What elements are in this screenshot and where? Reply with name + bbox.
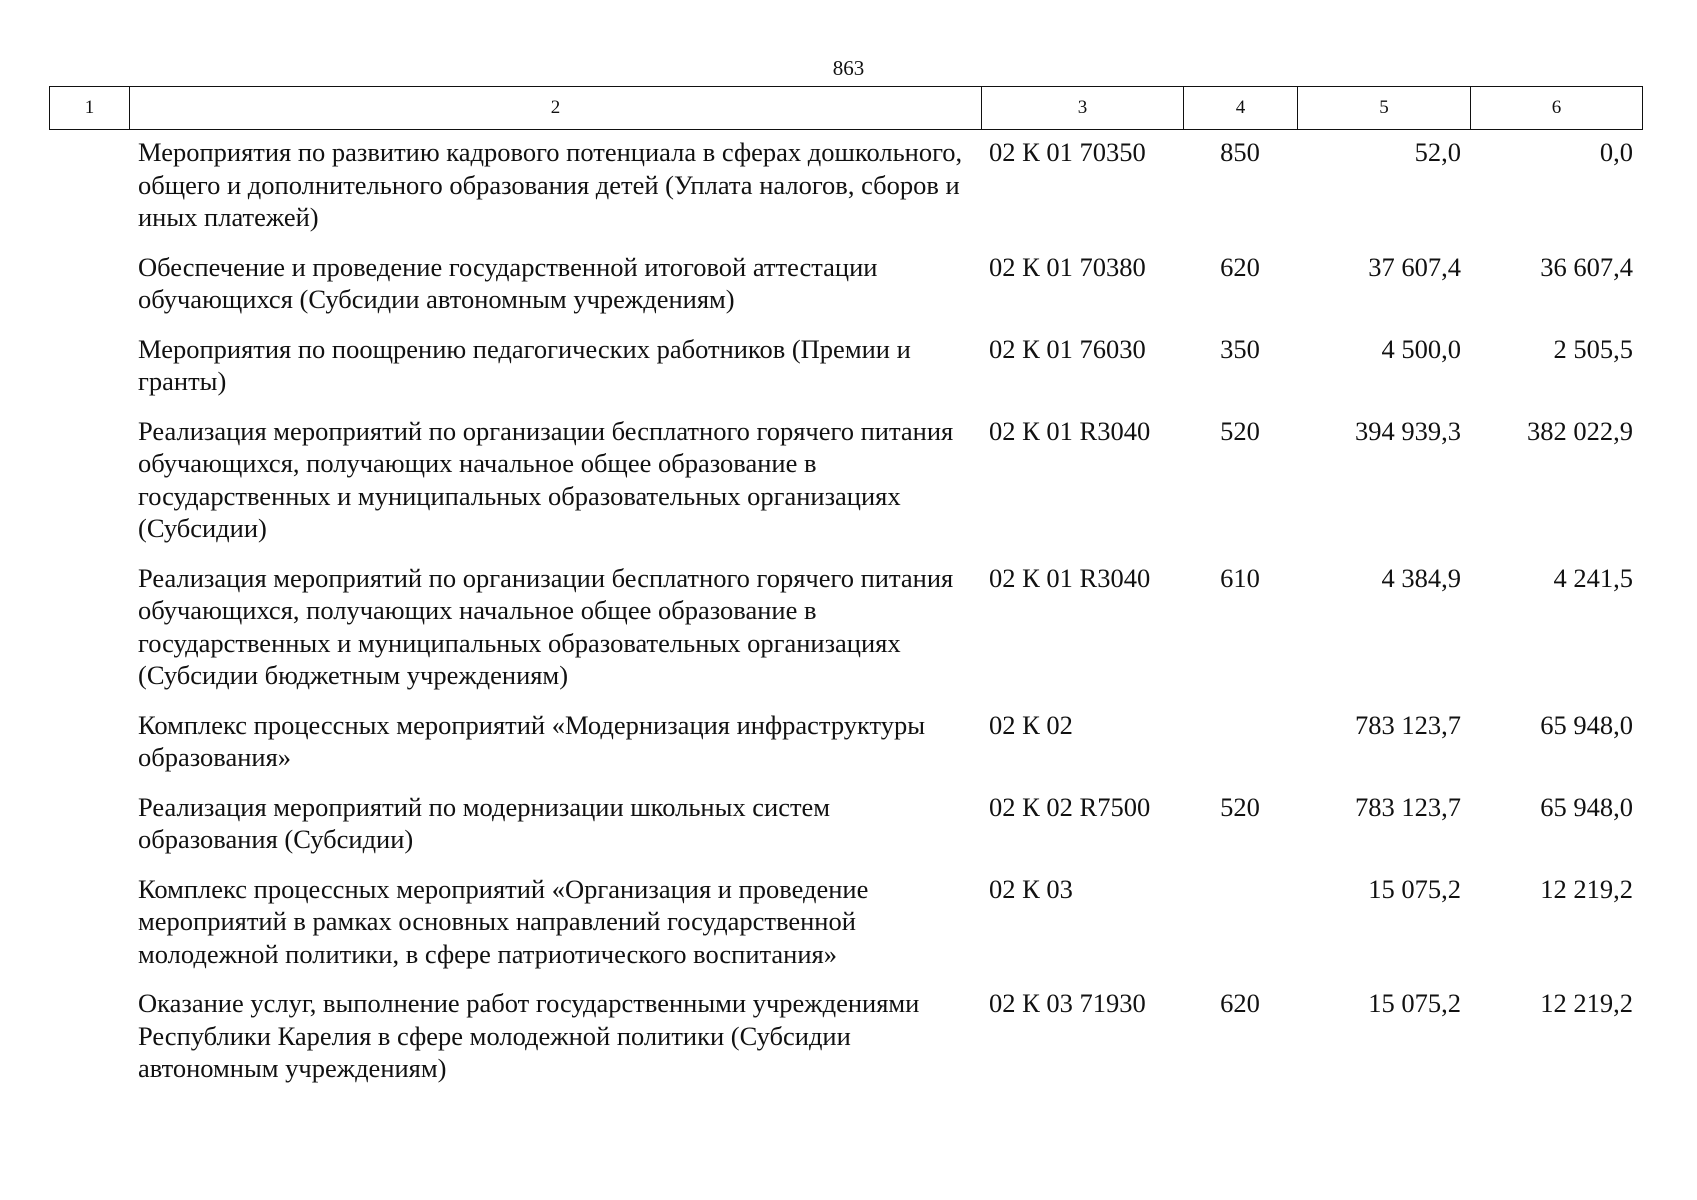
row-expense-type: 520 [1220, 415, 1260, 446]
row-amount-col6: 4 241,5 [1553, 562, 1633, 593]
row-target-code: 02 К 01 70350 [989, 137, 1146, 167]
budget-table-body [49, 136, 1642, 1102]
row-target-code: 02 К 01 R3040 [989, 415, 1151, 446]
row-target-code: 02 К 01 76030 [989, 333, 1146, 364]
table-row [49, 333, 1642, 415]
table-row [49, 415, 1642, 562]
row-amount-col6: 0,0 [1599, 137, 1633, 167]
row-amount-col6: 36 607,4 [1540, 251, 1633, 282]
column-header-1: 1 [50, 87, 130, 130]
row-expense-type: 850 [1220, 137, 1260, 167]
row-expense-type: 520 [1220, 791, 1260, 822]
row-description: Реализация мероприятий по модернизации школьных систем образования (Субсидии) [138, 791, 831, 854]
row-amount-col5: 52,0 [1414, 137, 1461, 167]
row-description: Реализация мероприятий по организации бесплатного горячего питания обучающихся, получающих начальное общее образование в государственных и муниципальных образовательных организациях (Субсидии бюджетным учреждениям) [138, 562, 954, 690]
table-row [49, 251, 1642, 333]
row-expense-type [1183, 873, 1297, 988]
row-description: Реализация мероприятий по организации бесплатного горячего питания обучающихся, получающих начальное общее образование в государственных и муниципальных образовательных организациях (Субсидии) [138, 415, 954, 543]
table-row [49, 987, 1642, 1102]
row-amount-col5: 15 075,2 [1368, 873, 1461, 904]
row-amount-col5: 15 075,2 [1368, 988, 1461, 1018]
column-header-6: 6 [1471, 87, 1643, 130]
budget-table [49, 136, 1642, 1102]
row-expense-type: 610 [1220, 562, 1260, 593]
row-target-code: 02 К 01 70380 [989, 251, 1146, 282]
row-expense-type [1183, 709, 1297, 791]
row-description: Мероприятия по развитию кадрового потенциала в сферах дошкольного, общего и дополнительного образования детей (Уплата налогов, сборов и иных платежей) [138, 137, 963, 232]
row-target-code: 02 К 03 [989, 873, 1073, 904]
row-expense-type: 620 [1220, 988, 1260, 1018]
page-number: 863 [832, 56, 865, 80]
row-amount-col5: 4 384,9 [1381, 562, 1461, 593]
row-description: Комплекс процессных мероприятий «Организация и проведение мероприятий в рамках основных направлений государственной молодежной политики, в сфере патриотического воспитания» [138, 873, 869, 969]
column-header-2: 2 [130, 87, 982, 130]
row-target-code: 02 К 02 R7500 [989, 791, 1151, 822]
row-amount-col6: 12 219,2 [1540, 873, 1633, 904]
row-amount-col5: 4 500,0 [1381, 333, 1461, 364]
column-header-5: 5 [1298, 87, 1471, 130]
table-row [49, 562, 1642, 709]
row-amount-col5: 37 607,4 [1368, 251, 1461, 282]
table-row [49, 709, 1642, 791]
row-target-code: 02 К 02 [989, 709, 1073, 740]
row-amount-col6: 65 948,0 [1540, 791, 1633, 822]
row-amount-col6: 2 505,5 [1553, 333, 1633, 364]
column-header-4: 4 [1184, 87, 1298, 130]
row-description: Комплекс процессных мероприятий «Модернизация инфраструктуры образования» [138, 709, 926, 772]
column-header-3: 3 [982, 87, 1184, 130]
row-description: Оказание услуг, выполнение работ государственными учреждениями Республики Карелия в сфере молодежной политики (Субсидии автономным учреждениям) [138, 988, 920, 1083]
row-amount-col6: 382 022,9 [1527, 415, 1633, 446]
table-row [49, 136, 1642, 251]
row-description: Обеспечение и проведение государственной итоговой аттестации обучающихся (Субсидии автономным учреждениям) [138, 251, 878, 314]
column-header-row [50, 87, 1643, 130]
row-amount-col5: 783 123,7 [1355, 709, 1461, 740]
row-target-code: 02 К 03 71930 [989, 988, 1146, 1018]
row-amount-col5: 394 939,3 [1355, 415, 1461, 446]
row-description: Мероприятия по поощрению педагогических работников (Премии и гранты) [138, 333, 911, 396]
table-row [49, 873, 1642, 988]
row-expense-type: 350 [1220, 333, 1260, 364]
row-amount-col5: 783 123,7 [1355, 791, 1461, 822]
row-expense-type: 620 [1220, 251, 1260, 282]
row-target-code: 02 К 01 R3040 [989, 562, 1151, 593]
table-row [49, 791, 1642, 873]
row-amount-col6: 65 948,0 [1540, 709, 1633, 740]
column-header-table [49, 86, 1643, 130]
row-amount-col6: 12 219,2 [1540, 988, 1633, 1018]
